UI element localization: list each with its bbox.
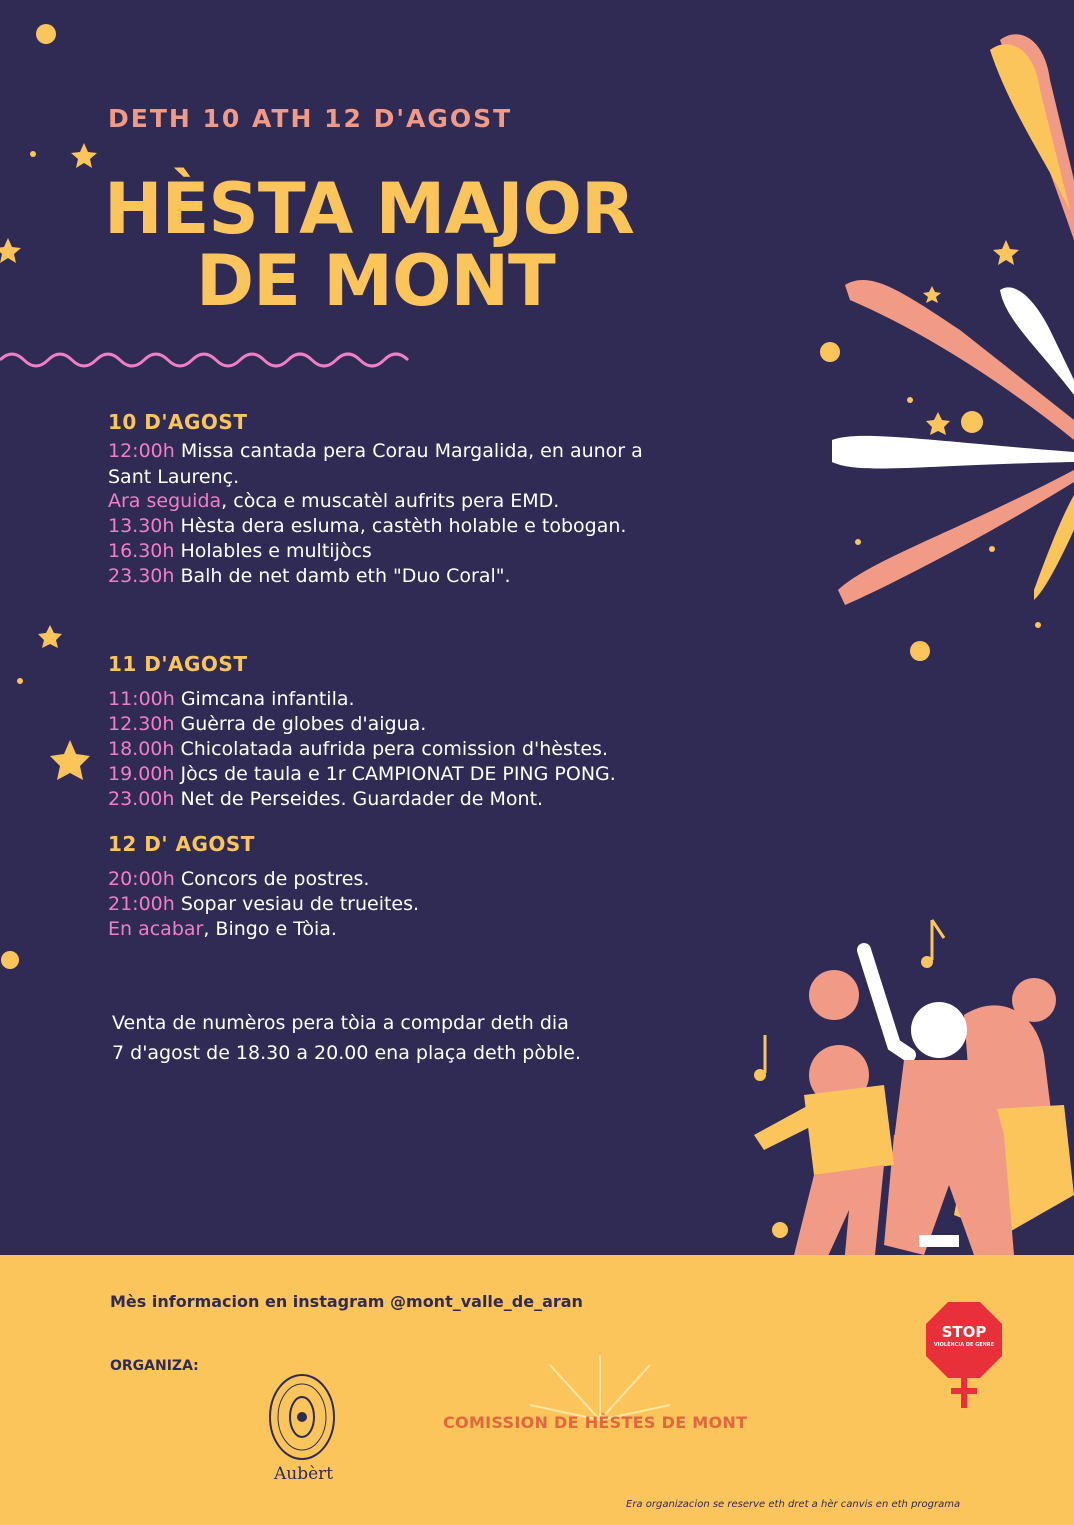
schedule-line bbox=[108, 918, 337, 940]
schedule-text: Gimcana infantila. bbox=[174, 688, 355, 710]
stop-text: STOP bbox=[941, 1323, 987, 1341]
star-icon bbox=[923, 286, 941, 303]
dot-decoration bbox=[907, 397, 913, 403]
schedule-text: Sant Laurenç. bbox=[108, 466, 240, 488]
star-icon bbox=[993, 240, 1019, 265]
dot-decoration bbox=[17, 678, 23, 684]
page-title-line2: DE MONT bbox=[196, 240, 555, 322]
schedule-text: Sopar vesiau de trueites. bbox=[174, 893, 420, 915]
venta-line: 7 d'agost de 18.30 a 20.00 ena plaça deth pòble. bbox=[112, 1042, 582, 1064]
dot-decoration bbox=[1035, 622, 1041, 628]
schedule-time: 12.30h bbox=[108, 713, 175, 735]
dot-decoration bbox=[1, 951, 19, 969]
schedule-time: 20:00h bbox=[108, 868, 175, 890]
aubert-seal-logo bbox=[262, 1372, 342, 1472]
schedule-text: Missa cantada pera Corau Margalida, en aunor a bbox=[174, 440, 643, 462]
schedule-line bbox=[108, 893, 419, 915]
schedule-line bbox=[108, 466, 239, 488]
schedule-line bbox=[108, 868, 369, 890]
stop-subtext: VIOLÈNCIA DE GENRE bbox=[933, 1342, 995, 1348]
firework-streak bbox=[832, 436, 1074, 469]
page-title-line1: HÈSTA MAJOR bbox=[104, 168, 634, 250]
schedule-line bbox=[108, 688, 355, 710]
stop-sign bbox=[924, 1300, 1004, 1410]
schedule-text: Chicolatada aufrida pera comission d'hèstes. bbox=[174, 738, 608, 760]
dancers-illustration bbox=[734, 935, 1074, 1275]
instagram-info: Mès informacion en instagram @mont_valle_de_aran bbox=[110, 1292, 583, 1311]
day-heading: 12 D' AGOST bbox=[108, 832, 255, 856]
schedule-text: , Bingo e Tòia. bbox=[203, 918, 337, 940]
venta-line: Venta de numèros pera tòia a compdar deth dia bbox=[112, 1012, 569, 1034]
schedule-text: Net de Perseides. Guardader de Mont. bbox=[174, 788, 544, 810]
schedule-time: 23.30h bbox=[108, 565, 175, 587]
aubert-label: Aubèrt bbox=[274, 1464, 334, 1484]
organiza-label: ORGANIZA: bbox=[110, 1358, 199, 1374]
firework-streak bbox=[1034, 495, 1074, 600]
star-icon bbox=[71, 143, 97, 168]
star-icon bbox=[0, 238, 21, 263]
schedule-time: 21:00h bbox=[108, 893, 175, 915]
dot-decoration bbox=[961, 411, 983, 433]
schedule-line bbox=[108, 738, 608, 760]
firework-streak bbox=[845, 280, 1074, 440]
schedule-time: 13.30h bbox=[108, 515, 175, 537]
comission-label: COMISSION DE HÈSTES DE MONT bbox=[443, 1413, 748, 1432]
schedule-time: 19.00h bbox=[108, 763, 175, 785]
schedule-text: Guèrra de globes d'aigua. bbox=[174, 713, 427, 735]
schedule-line bbox=[108, 565, 511, 587]
schedule-line bbox=[108, 515, 626, 537]
dot-decoration bbox=[989, 546, 995, 552]
schedule-text: , còca e muscatèl aufrits pera EMD. bbox=[221, 490, 560, 512]
schedule-time: 11:00h bbox=[108, 688, 175, 710]
schedule-text: Hèsta dera esluma, castèth holable e tobogan. bbox=[174, 515, 627, 537]
schedule-time: 16.30h bbox=[108, 540, 175, 562]
schedule-line bbox=[108, 763, 616, 785]
dot-decoration bbox=[910, 641, 930, 661]
dot-decoration bbox=[855, 539, 861, 545]
star-icon bbox=[926, 412, 950, 435]
disclaimer: Era organizacion se reserve eth dret a hèr canvis en eth programa bbox=[626, 1499, 961, 1510]
schedule-text: Jòcs de taula e 1r CAMPIONAT DE PING PONG. bbox=[174, 763, 616, 785]
schedule-line bbox=[108, 788, 543, 810]
day-heading: 10 D'AGOST bbox=[108, 410, 248, 434]
schedule-line bbox=[108, 440, 643, 462]
schedule-text: Concors de postres. bbox=[174, 868, 370, 890]
schedule-line bbox=[108, 490, 559, 512]
schedule-time: Ara seguida bbox=[108, 490, 222, 512]
dot-decoration bbox=[820, 342, 840, 362]
star-icon bbox=[38, 625, 62, 648]
venta-info bbox=[112, 1008, 581, 1068]
dot-decoration bbox=[30, 151, 36, 157]
schedule-line bbox=[108, 713, 426, 735]
schedule-time: 12:00h bbox=[108, 440, 175, 462]
schedule-text: Holables e multijòcs bbox=[174, 540, 372, 562]
star-icon bbox=[50, 740, 90, 780]
dot-decoration bbox=[36, 24, 56, 44]
wavy-line-decoration bbox=[0, 354, 408, 366]
date-range: DETH 10 ATH 12 D'AGOST bbox=[108, 104, 513, 133]
schedule-line bbox=[108, 540, 372, 562]
schedule-time: En acabar bbox=[108, 918, 204, 940]
stop-octagon-icon bbox=[924, 1300, 1004, 1410]
schedule-time: 23.00h bbox=[108, 788, 175, 810]
schedule-text: Balh de net damb eth "Duo Coral". bbox=[174, 565, 511, 587]
schedule-time: 18.00h bbox=[108, 738, 175, 760]
day-heading: 11 D'AGOST bbox=[108, 652, 248, 676]
